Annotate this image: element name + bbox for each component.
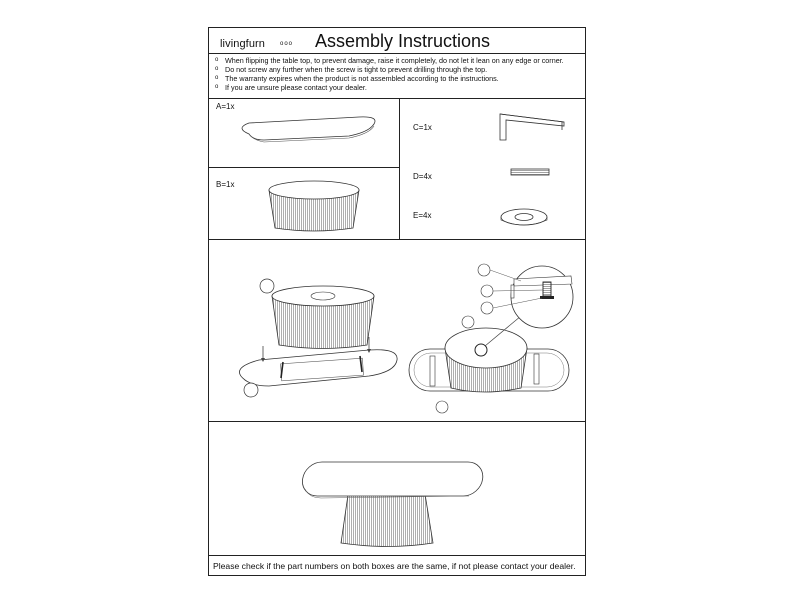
step-base-lowering — [260, 279, 374, 349]
page-title: Assembly Instructions — [315, 31, 491, 51]
part-b-base — [269, 181, 359, 231]
instruction-sheet — [208, 27, 586, 576]
part-e-washer — [501, 209, 547, 225]
part-a-table-top — [242, 117, 375, 142]
final-assembled-table — [300, 462, 485, 547]
brand-name: livingfurn — [220, 38, 266, 50]
step-assembled-overhead — [409, 264, 573, 413]
part-c-bracket — [500, 114, 564, 140]
part-label-c: C=1x — [413, 123, 432, 132]
part-label-d: D=4x — [413, 172, 432, 181]
illustrations — [209, 28, 587, 577]
part-label-a: A=1x — [216, 102, 235, 111]
brand-dots: ooo — [280, 41, 294, 47]
note-item: o When flipping the table top, to prevent damage, raise it completely, do not let it lean on any edge or corner. — [215, 56, 564, 65]
note-item: o The warranty expires when the product is not assembled according to the instructions. — [215, 74, 564, 83]
note-item: o Do not screw any further when the screw is tight to prevent drilling through the top. — [215, 65, 564, 74]
footer-note: Please check if the part numbers on both boxes are the same, if not please contact your dealer. — [213, 561, 576, 571]
part-d-screw — [511, 169, 549, 175]
part-label-b: B=1x — [216, 180, 235, 189]
note-item: o If you are unsure please contact your dealer. — [215, 83, 564, 92]
part-label-e: E=4x — [413, 211, 432, 220]
